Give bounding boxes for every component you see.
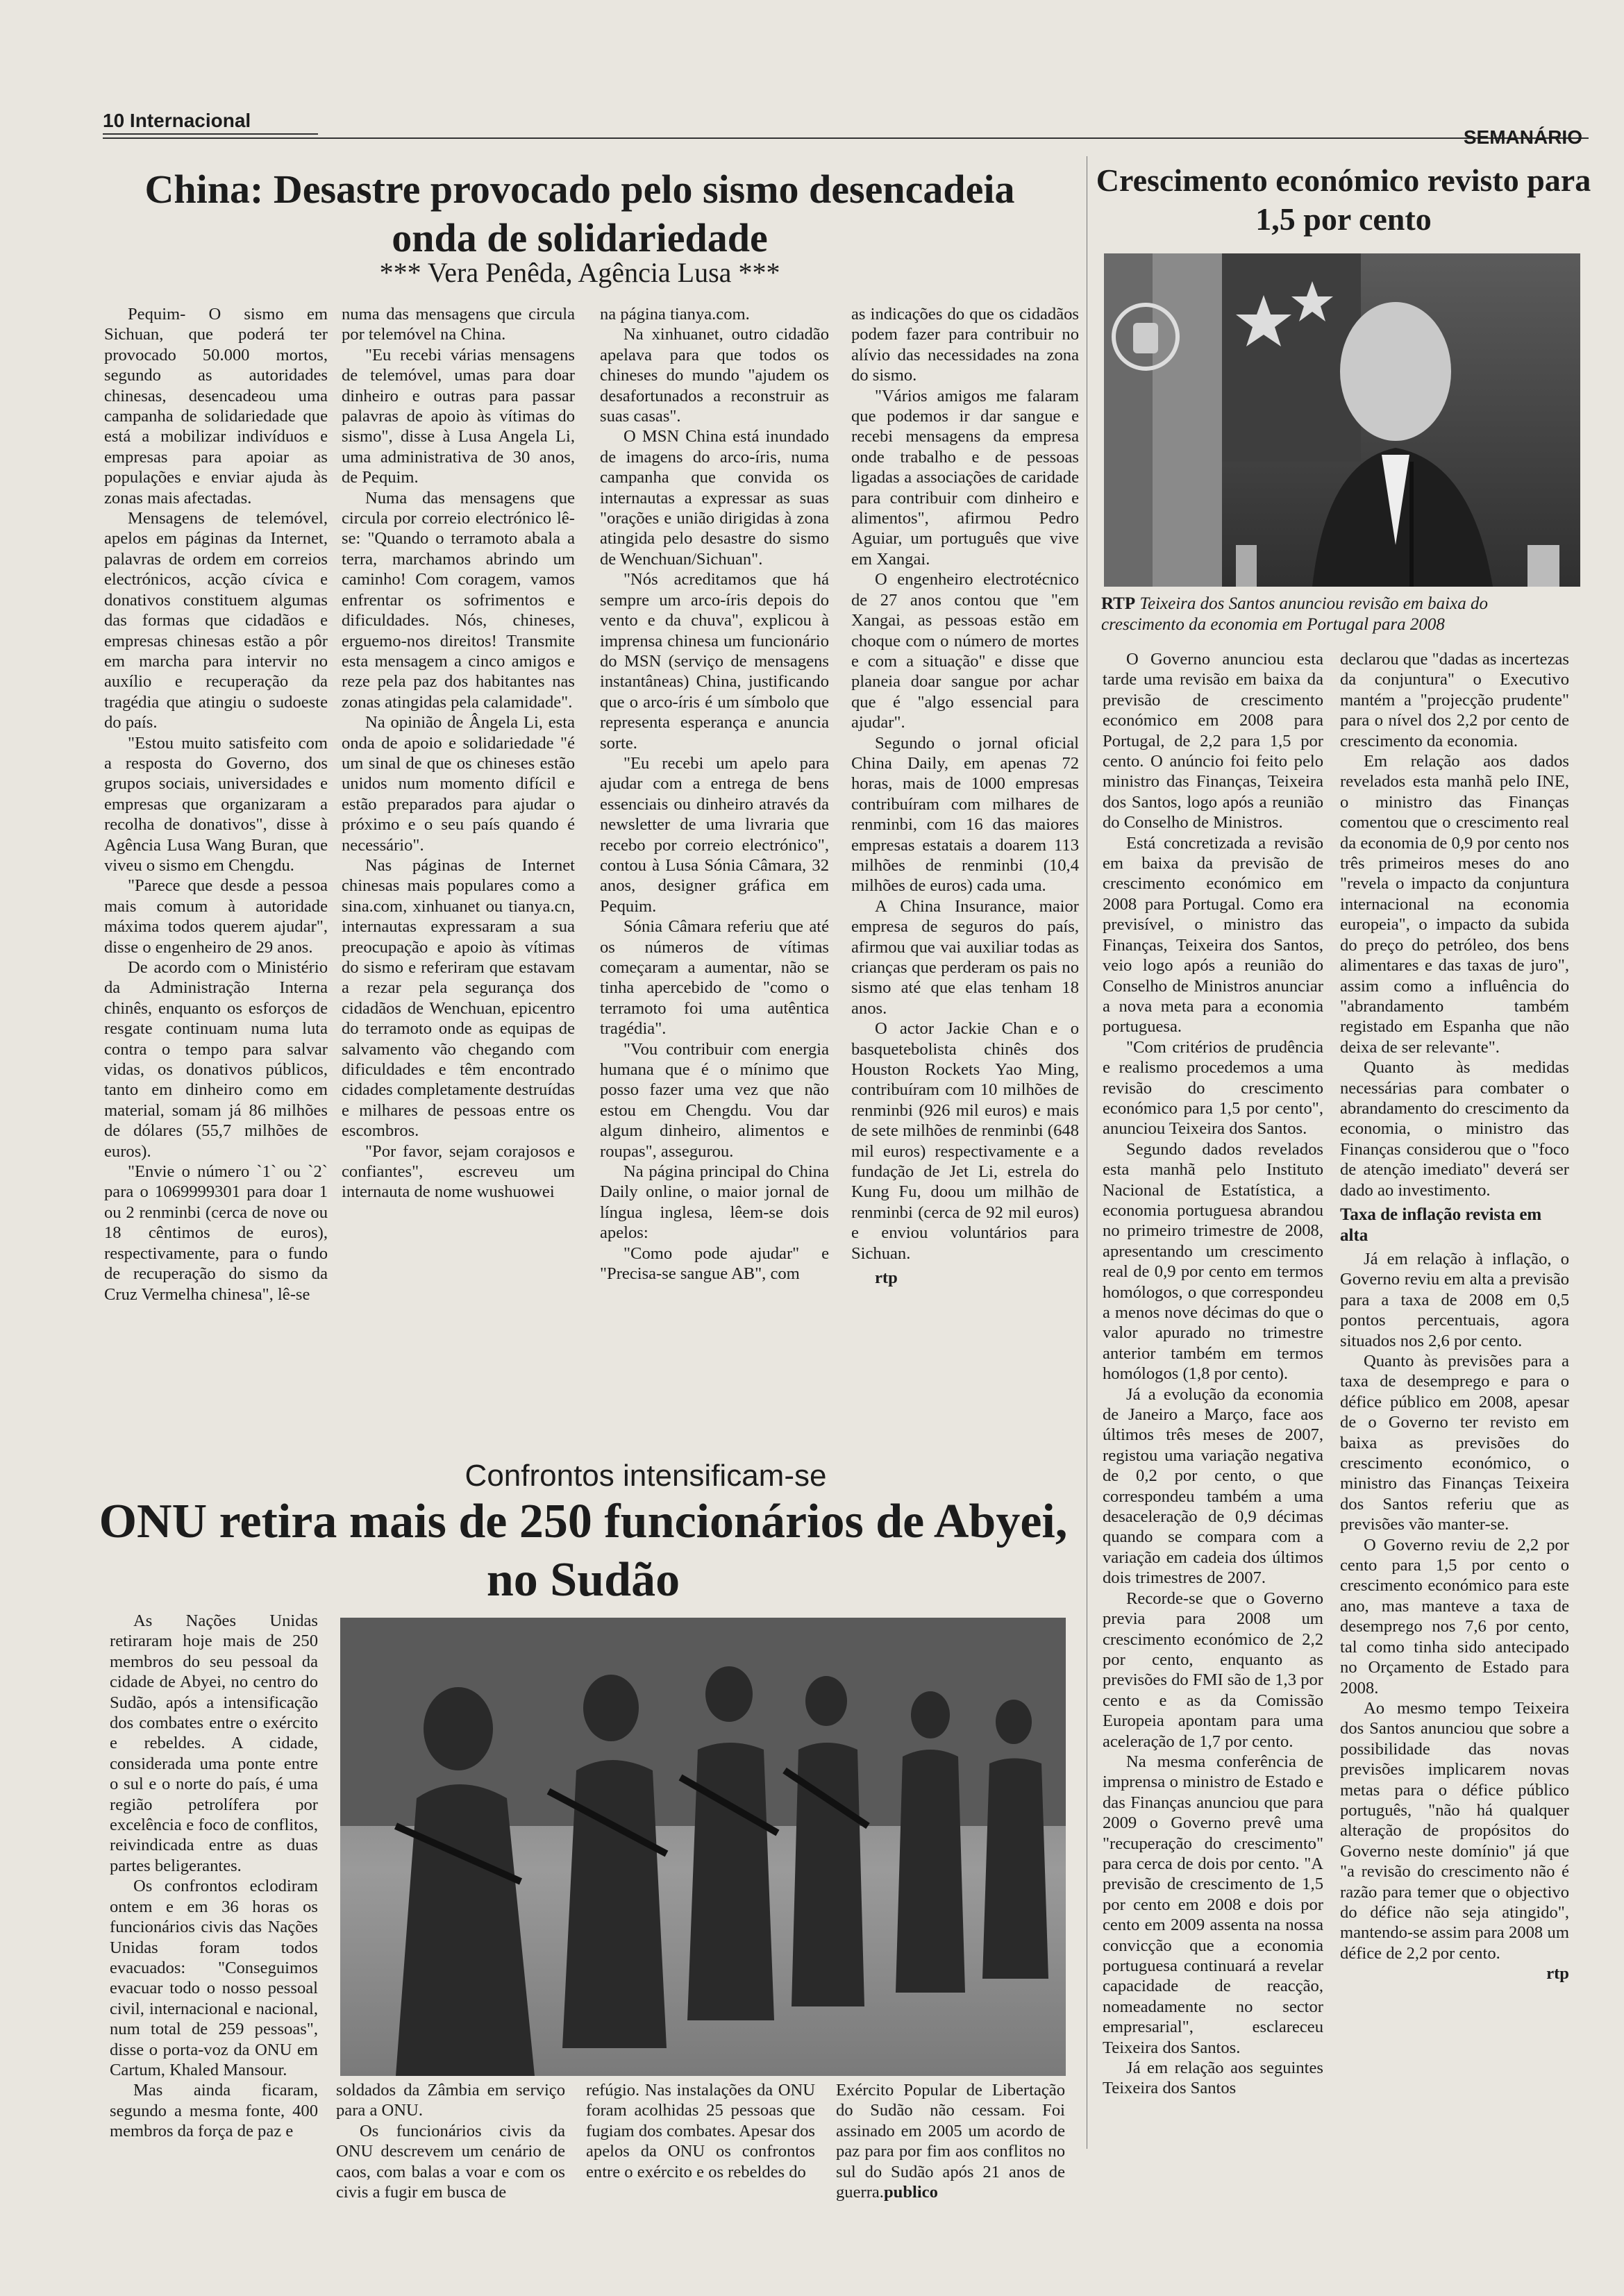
paragraph: O MSN China está inundado de imagens do arco-íris, numa campanha que convida os internautas a expressar as suas "orações e união dirigidas à zona atingida pelo desastre do sismo de Wenchuan/Sichuan". [600, 427, 829, 569]
paragraph: Quanto às previsões para a taxa de desemprego e para o défice público em 2008, apesar de o Governo ter revisto em baixa as previsões do crescimento económico, o ministro das Finanças Teixeira dos Santos referiu que as previsões vão manter-se. [1340, 1352, 1569, 1534]
onu-column-4 [836, 2080, 1065, 2202]
paragraph: Nas páginas de Internet chinesas mais populares como a sina.com, xinhuanet ou tianya.cn, internautas expressaram a sua preocupação e apoio às vítimas do sismo e referiram que estavam a rezar pela segurança dos cidadãos de Wenchuan, epicentro do terramoto onde as equipas de salvamento vão chegando com dificuldades e têm encontrado cidades completamente destruídas e milhares de pessoas entre os escombros. [342, 855, 575, 1141]
signature: rtp [875, 1268, 898, 1288]
paragraph: Pequim- O sismo em Sichuan, que poderá ter provocado 50.000 mortos, segundo as autoridades chinesas, desencadeou uma campanha de solidariedade que está a mobilizar indivíduos e empresas para apoiar as populações e enviar ajuda às zonas mais afectadas. [104, 305, 328, 508]
onu-headline: ONU retira mais de 250 funcionários de Abyei, no Sudão [99, 1495, 1068, 1607]
section-label: 10 Internacional [103, 110, 251, 131]
onu-column-3 [586, 2080, 815, 2182]
paragraph: Já em relação à inflação, o Governo reviu em alta a previsão para a taxa de 2008 em 0,5 pontos percentuais, agora situados nos 2,6 por cento. [1340, 1249, 1569, 1350]
china-column-2 [342, 304, 575, 1203]
paragraph: Na página principal do China Daily online, o maior jornal de língua inglesa, lêem-se dois apelos: [600, 1162, 829, 1243]
paragraph: Na opinião de Ângela Li, esta onda de apoio e solidariedade "é um sinal de que os chineses estão unidos num momento difícil e estão preparados para ajudar o próximo e o seu país quando é necessário". [342, 713, 575, 855]
paragraph: Recorde-se que o Governo previa para 2008 um crescimento económico de 2,2 por cento, enquanto as previsões do FMI são de 1,3 por cento e as da Comissão Europeia apontam para uma aceleração de 1,7 por cento. [1103, 1589, 1323, 1751]
subheading: Taxa de inflação revista em alta [1340, 1205, 1542, 1245]
paragraph: "Eu recebi várias mensagens de telemóvel, umas para doar dinheiro e outras para passar palavras de apoio às vítimas do sismo", disse à Lusa Angela Li, uma administrativa de 30 anos, de Pequim. [342, 345, 575, 487]
paragraph: Na mesma conferência de imprensa o ministro de Estado e das Finanças anunciou que para 2009 o Governo prevê uma "recuperação do crescimento" para cerca de dois por cento. "A previsão de crescimento de 1,5 por cento em 2008 e dois por cento em 2009 assenta na nossa convicção que a economia portuguesa continuará a revelar capacidade de reacção, nomeadamente no sector empresarial", esclareceu Teixeira dos Santos. [1103, 1752, 1323, 2057]
paragraph [836, 2080, 1065, 2202]
paragraph: Mensagens de telemóvel, apelos em páginas da Internet, palavras de ordem em correios electrónicos, acção cívica e donativos constituem algumas das formas que cidadãos e empresas chinesas estão a pôr em marcha para intervir no auxílio e recuperação da tragédia que atingiu o sudoeste do país. [104, 509, 328, 732]
paragraph: Segundo dados revelados esta manhã pelo Instituto Nacional de Estatística, a economia portuguesa abrandou no primeiro trimestre de 2008, apresentando um crescimento real de 0,9 por cento em termos homólogos, o que correspondeu a menos nove décimas do que o valor apurado no trimestre anterior também em termos homólogos (1,8 por cento). [1103, 1139, 1323, 1384]
paragraph: Na xinhuanet, outro cidadão apelava para que todos os chineses do mundo "ajudem os desafortunados a reconstruir as suas casas". [600, 325, 829, 426]
paragraph: na página tianya.com. [600, 305, 750, 324]
paragraph: "Vários amigos me falaram que podemos ir dar sangue e recebi mensagens da empresa onde trabalho e de pessoas ligadas a associações de caridade para contribuir com dinheiro e alimentos", afirmou Pedro Aguiar, um português que vive em Xangai. [851, 386, 1079, 569]
paragraph: soldados da Zâmbia em serviço para a ONU. [336, 2081, 565, 2120]
china-headline: China: Desastre provocado pelo sismo desencadeia onda de solidariedade [144, 167, 1015, 260]
paragraph: "Com critérios de prudência e realismo procedemos a uma revisão do crescimento económico para 1,5 por cento", anunciou Teixeira dos Santos. [1103, 1037, 1323, 1139]
growth-headline: Crescimento económico revisto para 1,5 por cento [1096, 162, 1591, 237]
paragraph: O engenheiro electrotécnico de 27 anos contou que "em Xangai, as pessoas estão em choque com o número de mortes e com a situação" e disse que planeia doar sangue por achar que é "algo essencial para ajudar". [851, 570, 1079, 732]
paragraph: Ao mesmo tempo Teixeira dos Santos anunciou que sobre a possibilidade das novas previsões implicarem novas metas para o défice público português, "não há qualquer alteração de propósitos do Governo neste domínio" já que "a revisão do crescimento não é razão para temer que o objectivo do défice não seja atingido", mantendo-se assim para 2008 um défice de 2,2 por cento. [1340, 1698, 1569, 1963]
soldiers-photo [340, 1618, 1066, 2076]
paragraph: O Governo anunciou esta tarde uma revisão em baixa da previsão de crescimento económico em 2008 para Portugal, de 2,2 para 1,5 por cento. O anúncio foi feito pelo ministro das Finanças, Teixeira dos Santos, logo após a reunião do Conselho de Ministros. [1103, 650, 1323, 832]
onu-column-1 [110, 1611, 318, 2142]
china-column-3 [600, 304, 829, 1284]
paragraph: Quanto às medidas necessárias para combater o abrandamento do crescimento da economia, o ministro das Finanças considerou que o "foco de atenção imediato" deverá ser dado ao investimento. [1340, 1058, 1569, 1200]
china-column-4 [851, 304, 1079, 1289]
paragraph: Já em relação aos seguintes Teixeira dos Santos [1103, 2059, 1323, 2098]
paragraph: Os funcionários civis da ONU descrevem um cenário de caos, com balas a voar e com os civis a fugir em busca de [336, 2121, 565, 2202]
paragraph: as indicações do que os cidadãos podem fazer para contribuir no alívio das necessidades na zona do sismo. [851, 305, 1079, 385]
paragraph: "Parece que desde a pessoa mais comum à autoridade máxima todos querem ajudar", disse o engenheiro de 29 anos. [104, 876, 328, 957]
masthead: SEMANÁRIO [1463, 126, 1582, 148]
paragraph: Os confrontos eclodiram ontem e em 36 horas os funcionários civis das Nações Unidas foram todos evacuados: "Conseguimos evacuar todo o nosso pessoal civil, internacional e nacional, num total de 259 pessoas", disse o porta-voz da ONU em Cartum, Khaled Mansour. [110, 1877, 318, 2079]
paragraph: De acordo com o Ministério da Administração Interna chinês, enquanto os esforços de resgate continuam numa luta contra o tempo para salvar vidas, os donativos públicos, tanto em dinheiro como em material, somam já 86 milhões de dólares (55,7 milhões de euros). [104, 958, 328, 1161]
paragraph: refúgio. Nas instalações da ONU foram acolhidas 25 pessoas que fugiam dos combates. Apesar dos apelos da ONU os confrontos entre o exército e os rebeldes do [586, 2081, 815, 2181]
paragraph: declarou que "dadas as incertezas da conjuntura" o Executivo mantém a "projecção prudente" para o nível dos 2,2 por cento de crescimento da economia. [1340, 650, 1569, 751]
signature: rtp [1546, 1964, 1569, 1984]
paragraph: "Por favor, sejam corajosos e confiantes", escreveu um internauta de nome wushuowei [342, 1141, 575, 1202]
paragraph: "Eu recebi um apelo para ajudar com a entrega de bens essenciais ou dinheiro através da newsletter de uma livraria que recebo por correio electrónico", contou à Lusa Sónia Câmara, 32 anos, designer gráfica em Pequim. [600, 753, 829, 916]
photo-caption [1101, 594, 1559, 635]
paragraph-text: Exército Popular de Libertação do Sudão não cessam. Foi assinado em 2005 um acordo de paz para por fim aos conflitos no sul do Sudão após 21 anos de guerra. [836, 2081, 1065, 2202]
header-rule [103, 137, 1589, 139]
paragraph: O Governo reviu de 2,2 por cento para 1,5 por cento o crescimento económico para este ano, mas manteve a taxa de desemprego nos 7,6 por cento, tal como tinha sido antecipado no Orçamento de Estado para 2008. [1340, 1535, 1569, 1698]
paragraph: As Nações Unidas retiraram hoje mais de 250 membros do seu pessoal da cidade de Abyei, no centro do Sudão, após a intensificação dos combates entre o exército e rebeldes. A cidade, considerada uma ponte entre o sul e o norte do país, é uma região petrolífera por excelência e foco de conflitos, reivindicada entre as duas partes beligerantes. [110, 1611, 318, 1875]
onu-column-2 [336, 2080, 565, 2202]
china-byline: *** Vera Penêda, Agência Lusa *** [379, 257, 780, 288]
paragraph: Sónia Câmara referiu que até os números de vítimas começaram a aumentar, não se tinha apercebido de "como o terramoto foi uma autêntica tragédia". [600, 917, 829, 1039]
signature: publico [883, 2183, 938, 2202]
paragraph: Está concretizada a revisão em baixa da previsão de crescimento económico em 2008 para Portugal. Como era previsível, o ministro das Finanças, Teixeira dos Santos, veio logo após a reunião do Conselho de Ministros anunciar a nova meta para a economia portuguesa. [1103, 833, 1323, 1037]
paragraph: Em relação aos dados revelados esta manhã pelo INE, o ministro das Finanças comentou que o crescimento real da economia de 0,9 por cento nos três primeiros meses do ano "revela o impacto da conjuntura internacional na economia europeia", o impacto da subida do preço do petróleo, dos bens alimentares e das taxas de juro", assim como a influência do "abrandamento também registado em Espanha que não deixa de ser relevante". [1340, 752, 1569, 1057]
paragraph: "Vou contribuir com energia humana que é o mínimo que posso fazer uma vez que não estou em Chengdu. Vou dar algum dinheiro, alimentos e roupas", assegurou. [600, 1039, 829, 1161]
paragraph: O actor Jackie Chan e o basquetebolista chinês dos Houston Rockets Yao Ming, contribuíram com 10 milhões de renminbi (926 mil euros) e mais de sete milhões de renminbi (648 mil euros) respectivamente e a fundação de Jet Li, estrela do Kung Fu, doou um milhão de renminbi (cerca de 92 mil euros) e enviou voluntários para Sichuan. [851, 1019, 1079, 1263]
caption-text: Teixeira dos Santos anunciou revisão em baixa do crescimento da economia em Portugal para 2008 [1101, 594, 1488, 634]
paragraph: Já a evolução da economia de Janeiro a Março, face aos últimos três meses de 2007, registou uma variação negativa de 0,2 por cento, o que correspondeu também a uma desaceleração de 0,9 décimas quando se compara com a variação em cadeia dos últimos dois trimestres de 2007. [1103, 1384, 1323, 1588]
caption-source: RTP [1101, 594, 1136, 613]
paragraph: Mas ainda ficaram, segundo a mesma fonte, 400 membros da força de paz e [110, 2081, 318, 2141]
paragraph: "Envie o número `1` ou `2` para o 1069999301 para doar 1 ou 2 renminbi (cerca de nove ou 18 cêntimos de euros), respectivamente, para o fundo de recuperação do sismo da Cruz Vermelha chinesa", lê-se [104, 1162, 328, 1304]
china-column-1 [104, 304, 328, 1305]
growth-column-2 [1340, 649, 1569, 1984]
paragraph: Segundo o jornal oficial China Daily, em apenas 72 horas, mais de 1000 empresas contribuíram com milhares de renminbi, com 16 das maiores empresas estatais a doarem 113 milhões de renminbi (10,4 milhões de euros) cada uma. [851, 733, 1079, 896]
onu-kicker: Confrontos intensificam-se [464, 1459, 827, 1493]
section-underline [103, 133, 318, 135]
growth-column-1 [1103, 649, 1323, 2099]
paragraph: A China Insurance, maior empresa de seguros do país, afirmou que vai auxiliar todas as crianças que perderam os pais no sismo até que elas tenham 18 anos. [851, 896, 1079, 1018]
paragraph: "Como pode ajudar" e "Precisa-se sangue AB", com [600, 1243, 829, 1284]
paragraph: Numa das mensagens que circula por correio electrónico lê-se: "Quando o terramoto abala a terra, marchamos abrindo um caminho! Com coragem, vamos enfrentar os sofrimentos e dificuldades. Nós, chineses, erguemo-nos direitos! Transmite esta mensagem a cinco amigos e reze pela paz dos habitantes nas zonas atingidas pela calamidade". [342, 488, 575, 712]
paragraph: numa das mensagens que circula por telemóvel na China. [342, 305, 575, 344]
paragraph: "Nós acreditamos que há sempre um arco-íris depois do vento e da chuva", explicou à imprensa chinesa um funcionário do MSN (serviço de mensagens instantâneas) China, justificando que o arco-íris é um símbolo que representa esperança e anuncia sorte. [600, 570, 829, 753]
minister-photo [1104, 253, 1580, 587]
paragraph: "Estou muito satisfeito com a resposta do Governo, dos grupos sociais, universidades e empresas que organizaram a recolha de donativos", disse à Agência Lusa Wang Buran, que viveu o sismo em Chengdu. [104, 733, 328, 875]
